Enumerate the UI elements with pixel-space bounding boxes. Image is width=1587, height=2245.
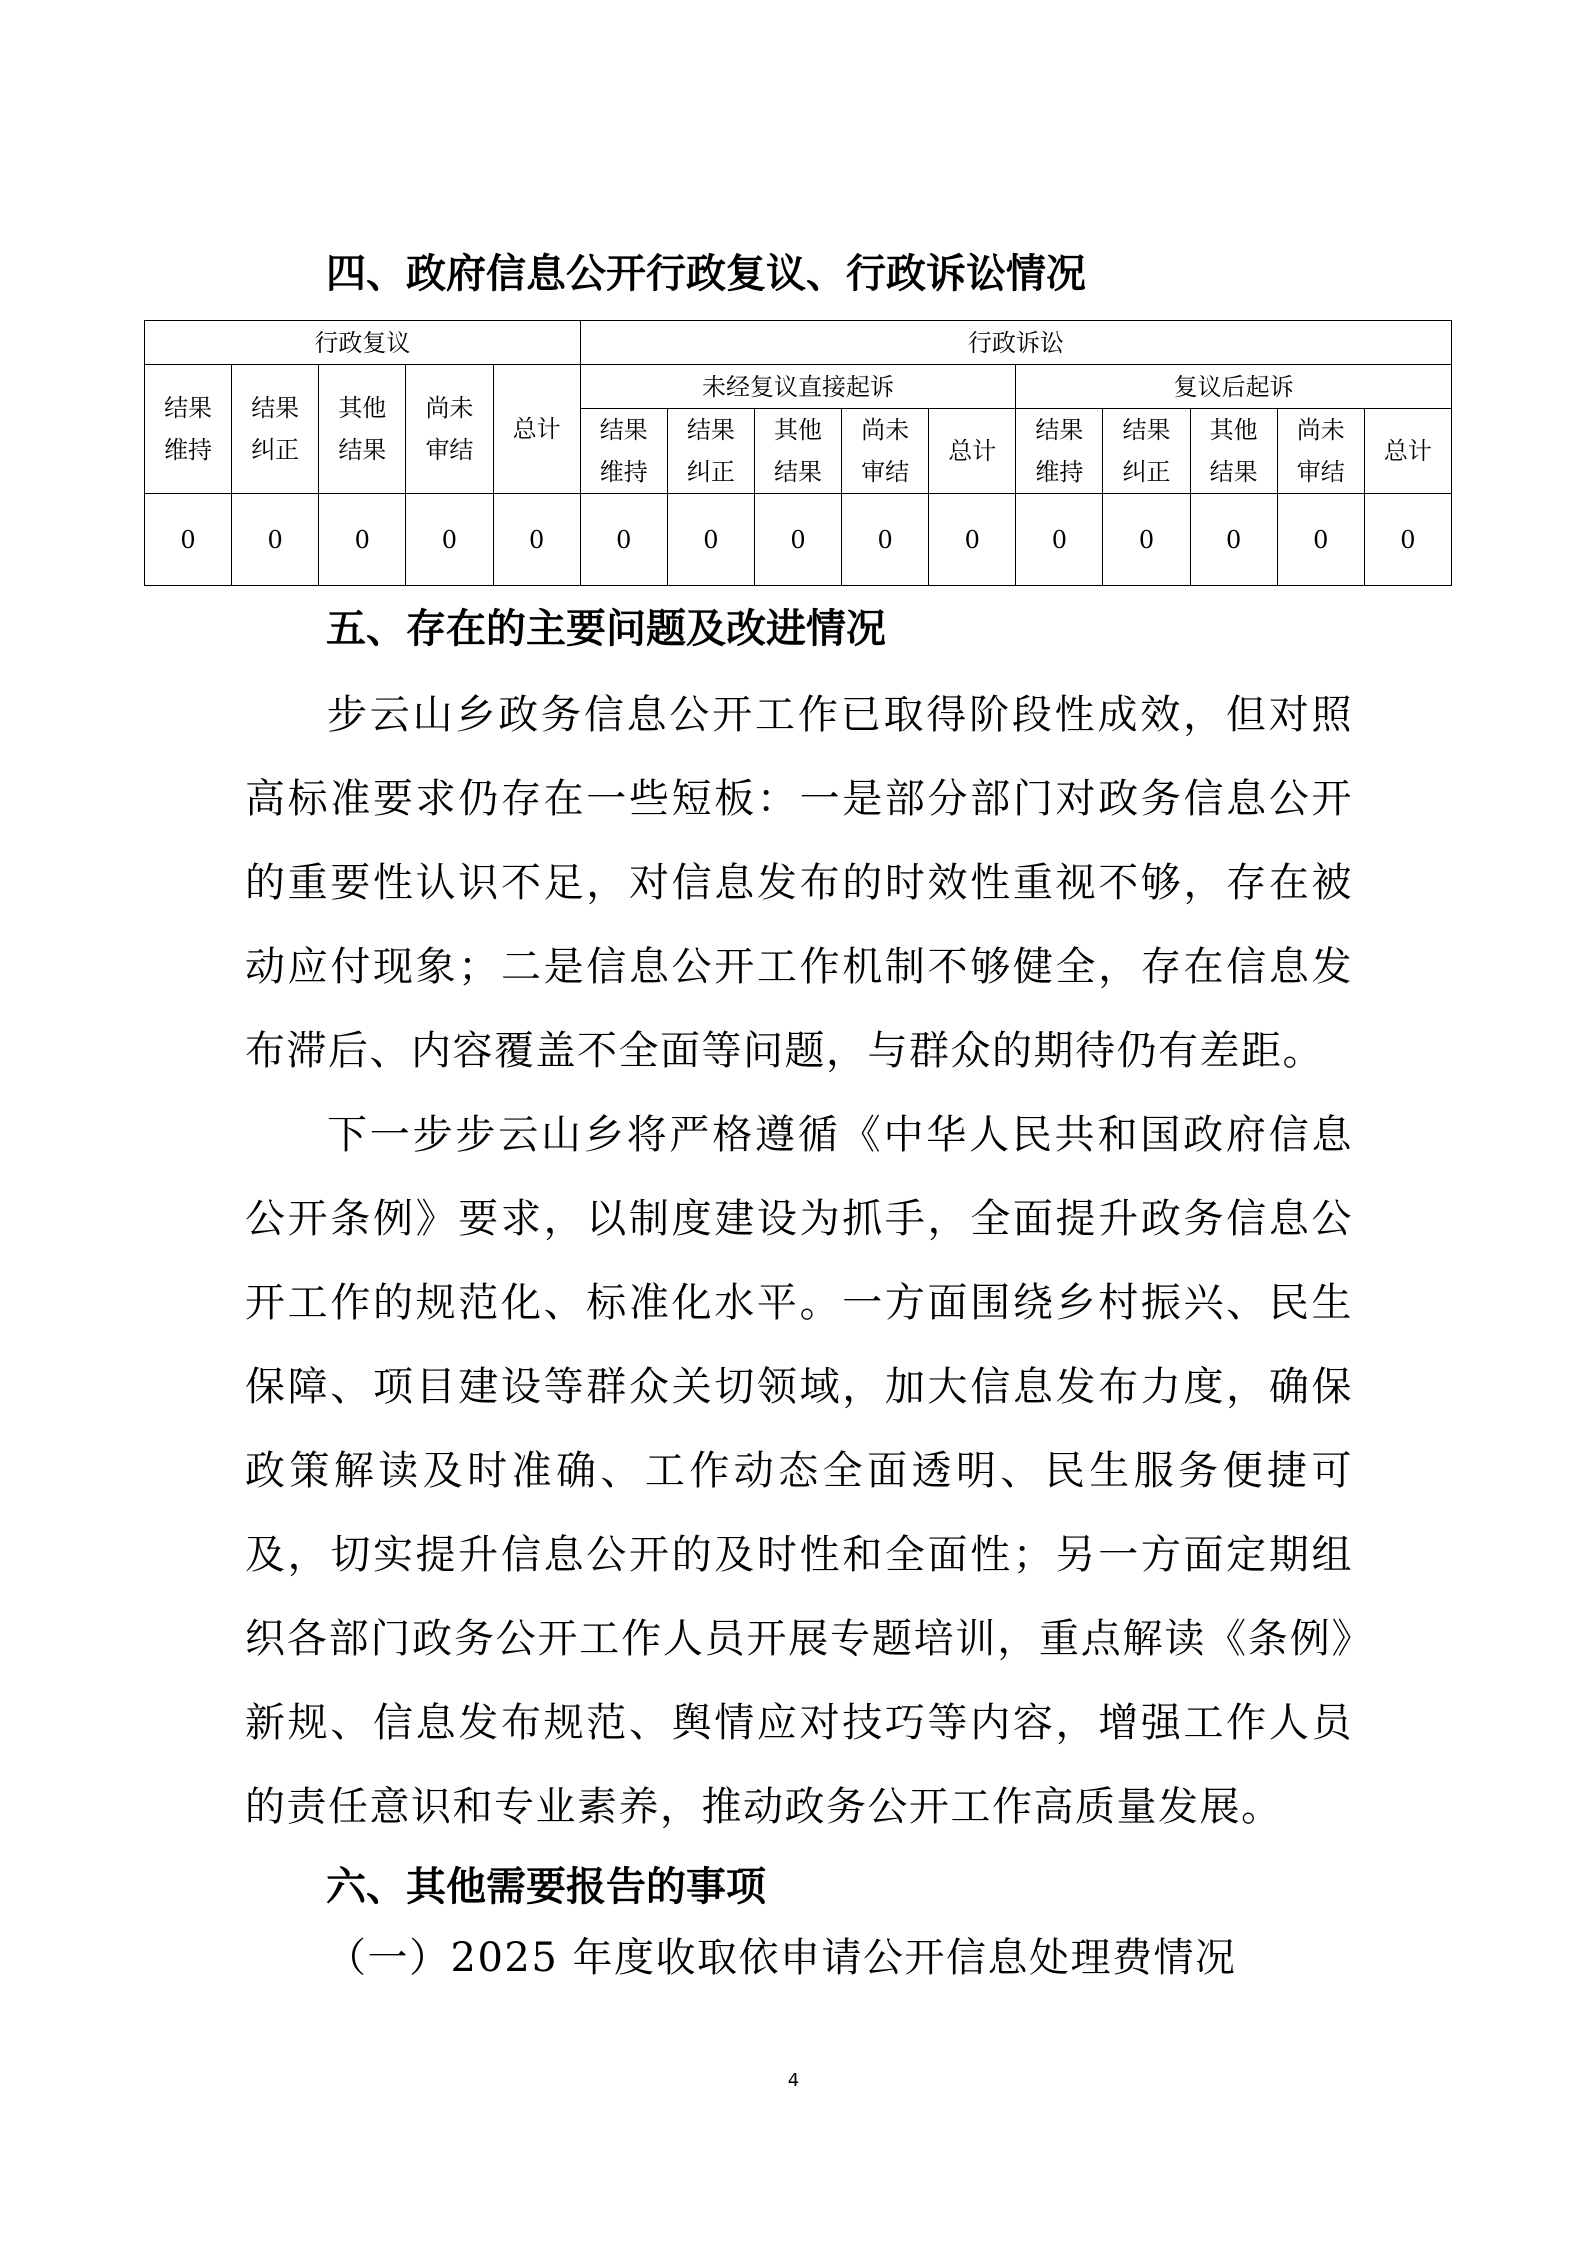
table-cell: 0 <box>1364 494 1451 586</box>
direct-col-maintained: 结果 维持 <box>580 409 667 494</box>
table-cell: 0 <box>1277 494 1364 586</box>
table-cell: 0 <box>1190 494 1277 586</box>
page-number: 4 <box>787 2070 800 2091</box>
review-col-total: 总计 <box>493 365 580 494</box>
problems-paragraph: 步云山乡政务信息公开工作已取得阶段性成效，但对照高标准要求仍存在一些短板：一是部分部门对政务信息公开的重要性认识不足，对信息发布的时效性重视不够，存在被动应付现象；二是信息公开工作机制不够健全，存在信息发布滞后、内容覆盖不全面等问题，与群众的期待仍有差距。 <box>245 692 1353 1074</box>
header-direct-suit: 未经复议直接起诉 <box>580 365 1016 409</box>
table-header-row-2 <box>145 365 1452 409</box>
review-col-maintained: 结果 维持 <box>145 365 232 494</box>
table-header-row-1 <box>145 321 1452 365</box>
direct-col-total: 总计 <box>929 409 1016 494</box>
table-cell: 0 <box>754 494 841 586</box>
section5-heading: 五、存在的主要问题及改进情况 <box>326 606 886 652</box>
direct-col-pending: 尚未 审结 <box>842 409 929 494</box>
table-cell: 0 <box>667 494 754 586</box>
after-col-other: 其他 结果 <box>1190 409 1277 494</box>
review-litigation-table <box>144 320 1452 586</box>
section4-heading: 四、政府信息公开行政复议、行政诉讼情况 <box>326 251 1086 297</box>
direct-col-other: 其他 结果 <box>754 409 841 494</box>
fee-subheading: （一）2025 年度收取依申请公开信息处理费情况 <box>326 1935 1237 1981</box>
table-cell: 0 <box>406 494 493 586</box>
review-col-corrected: 结果 纠正 <box>232 365 319 494</box>
review-col-pending: 尚未 审结 <box>406 365 493 494</box>
header-admin-litigation: 行政诉讼 <box>580 321 1451 365</box>
table-cell: 0 <box>145 494 232 586</box>
table-cell: 0 <box>1103 494 1190 586</box>
table-row <box>145 494 1452 586</box>
header-admin-review: 行政复议 <box>145 321 581 365</box>
table-cell: 0 <box>929 494 1016 586</box>
section6-heading: 六、其他需要报告的事项 <box>326 1864 766 1910</box>
after-col-maintained: 结果 维持 <box>1016 409 1103 494</box>
header-after-review-suit: 复议后起诉 <box>1016 365 1452 409</box>
improvement-paragraph: 下一步步云山乡将严格遵循《中华人民共和国政府信息公开条例》要求，以制度建设为抓手，全面提升政务信息公开工作的规范化、标准化水平。一方面围绕乡村振兴、民生保障、项目建设等群众关切领域，加大信息发布力度，确保政策解读及时准确、工作动态全面透明、民生服务便捷可及，切实提升信息公开的及时性和全面性；另一方面定期组织各部门政务公开工作人员开展专题培训，重点解读《条例》新规、信息发布规范、舆情应对技巧等内容，增强工作人员的责任意识和专业素养，推动政务公开工作高质量发展。 <box>245 1112 1353 1830</box>
table-cell: 0 <box>493 494 580 586</box>
table-cell: 0 <box>319 494 406 586</box>
after-col-total: 总计 <box>1364 409 1451 494</box>
direct-col-corrected: 结果 纠正 <box>667 409 754 494</box>
table-cell: 0 <box>580 494 667 586</box>
table-cell: 0 <box>842 494 929 586</box>
after-col-pending: 尚未 审结 <box>1277 409 1364 494</box>
table-cell: 0 <box>232 494 319 586</box>
table-cell: 0 <box>1016 494 1103 586</box>
review-col-other: 其他 结果 <box>319 365 406 494</box>
after-col-corrected: 结果 纠正 <box>1103 409 1190 494</box>
